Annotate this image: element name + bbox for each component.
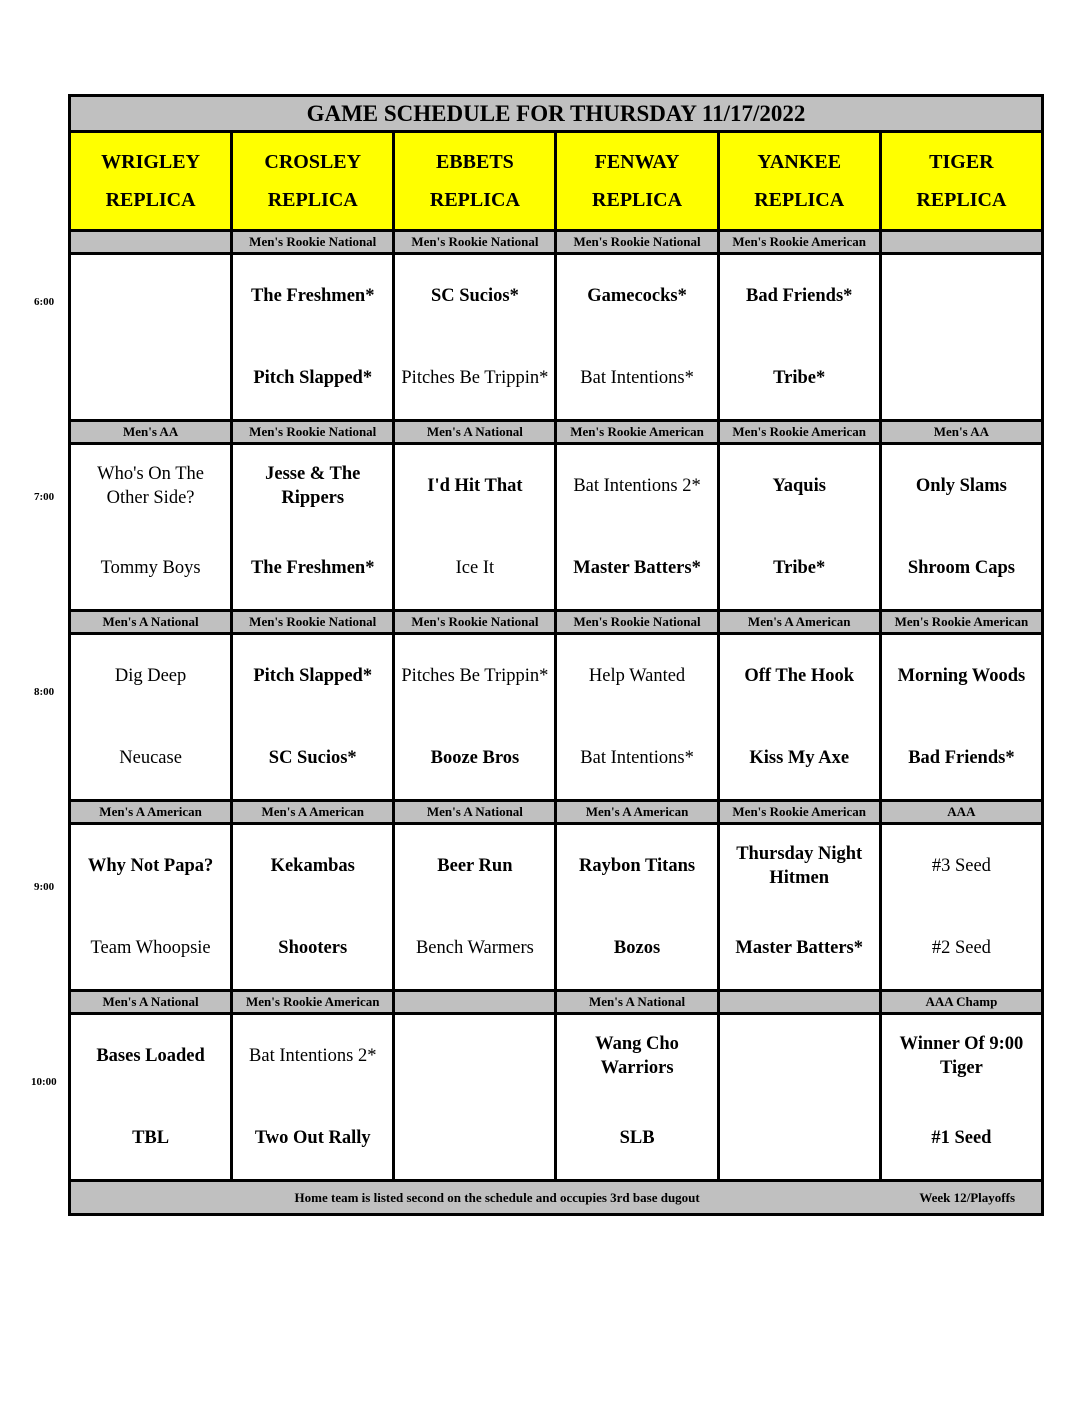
division-label: Men's Rookie National bbox=[232, 421, 394, 444]
schedule-table bbox=[68, 94, 1044, 1216]
away-team: Pitches Be Trippin* bbox=[401, 666, 549, 686]
away-team: Who's On The Other Side? bbox=[97, 464, 204, 508]
division-label: Men's Rookie National bbox=[232, 231, 394, 254]
home-team: Tribe* bbox=[773, 368, 826, 388]
home-team: Master Batters* bbox=[735, 938, 863, 958]
game-cell bbox=[718, 1014, 880, 1181]
division-label bbox=[394, 991, 556, 1014]
away-team: Why Not Papa? bbox=[87, 856, 214, 876]
field-subtitle: REPLICA bbox=[754, 189, 845, 211]
game-row bbox=[70, 824, 1043, 991]
away-team: Gamecocks* bbox=[587, 286, 687, 306]
field-name: FENWAY bbox=[594, 151, 680, 173]
home-team bbox=[395, 1097, 554, 1179]
schedule-title: GAME SCHEDULE FOR THURSDAY 11/17/2022 bbox=[70, 96, 1043, 132]
division-label: Men's Rookie National bbox=[232, 611, 394, 634]
division-label: Men's A National bbox=[70, 611, 232, 634]
division-label: Men's Rookie American bbox=[718, 421, 880, 444]
time-label: 7:00 bbox=[34, 491, 55, 503]
home-team: Bat Intentions* bbox=[580, 748, 694, 768]
away-team bbox=[882, 255, 1041, 337]
game-cell bbox=[718, 634, 880, 801]
field-subtitle: REPLICA bbox=[429, 189, 520, 211]
game-cell bbox=[880, 824, 1042, 991]
home-team: Ice It bbox=[455, 558, 495, 578]
home-team: Shooters bbox=[278, 938, 348, 958]
away-team: Off The Hook bbox=[744, 666, 855, 686]
division-row bbox=[70, 231, 1043, 254]
away-team: Morning Woods bbox=[897, 666, 1026, 686]
division-label: Men's A American bbox=[718, 611, 880, 634]
home-team: Tribe* bbox=[773, 558, 826, 578]
field-name: WRIGLEY bbox=[101, 151, 201, 173]
game-cell bbox=[394, 1014, 556, 1181]
home-team bbox=[720, 1097, 879, 1179]
division-label: Men's AA bbox=[70, 421, 232, 444]
game-cell bbox=[718, 444, 880, 611]
away-team: Winner Of 9:00 Tiger bbox=[899, 1034, 1024, 1078]
title-row bbox=[70, 96, 1043, 132]
game-row bbox=[70, 634, 1043, 801]
game-cell bbox=[70, 1014, 232, 1181]
game-cell bbox=[232, 254, 394, 421]
game-cell bbox=[394, 444, 556, 611]
division-label: Men's A American bbox=[70, 801, 232, 824]
game-cell bbox=[70, 824, 232, 991]
home-team: #2 Seed bbox=[931, 938, 991, 958]
division-label bbox=[718, 991, 880, 1014]
away-team: Only Slams bbox=[915, 476, 1007, 496]
field-subtitle: REPLICA bbox=[267, 189, 358, 211]
game-cell bbox=[70, 444, 232, 611]
field-header-yankee bbox=[718, 132, 880, 231]
home-team: Bad Friends* bbox=[908, 748, 1015, 768]
home-team: Booze Bros bbox=[430, 748, 520, 768]
division-label: Men's AA bbox=[880, 421, 1042, 444]
game-cell bbox=[394, 254, 556, 421]
division-label bbox=[880, 231, 1042, 254]
away-team: The Freshmen* bbox=[250, 286, 375, 306]
division-label: Men's Rookie American bbox=[880, 611, 1042, 634]
game-row bbox=[70, 1014, 1043, 1181]
game-cell bbox=[232, 444, 394, 611]
away-team: Beer Run bbox=[437, 856, 513, 876]
footer-row bbox=[70, 1181, 1043, 1215]
home-team: Bench Warmers bbox=[415, 938, 534, 958]
game-cell bbox=[556, 634, 718, 801]
field-header-fenway bbox=[556, 132, 718, 231]
field-name: TIGER bbox=[929, 151, 994, 173]
home-team: Bozos bbox=[613, 938, 661, 958]
division-label: Men's Rookie National bbox=[394, 611, 556, 634]
time-label: 6:00 bbox=[34, 296, 55, 308]
away-team: Pitch Slapped* bbox=[253, 666, 373, 686]
away-team: #3 Seed bbox=[931, 856, 991, 876]
away-team bbox=[395, 1015, 554, 1097]
field-subtitle: REPLICA bbox=[592, 189, 683, 211]
field-header-wrigley bbox=[70, 132, 232, 231]
away-team: Bat Intentions 2* bbox=[573, 476, 701, 496]
game-cell bbox=[556, 254, 718, 421]
division-label bbox=[70, 231, 232, 254]
division-label: Men's A National bbox=[70, 991, 232, 1014]
game-cell bbox=[880, 254, 1042, 421]
away-team: Bad Friends* bbox=[746, 286, 853, 306]
away-team bbox=[71, 255, 230, 337]
away-team: Kekambas bbox=[270, 856, 355, 876]
field-header-ebbets bbox=[394, 132, 556, 231]
division-row bbox=[70, 801, 1043, 824]
home-team: Two Out Rally bbox=[254, 1128, 371, 1148]
home-team: #1 Seed bbox=[931, 1128, 992, 1148]
away-team: Jesse & The Rippers bbox=[265, 464, 361, 508]
footer bbox=[70, 1181, 1043, 1215]
home-team: Tommy Boys bbox=[100, 558, 201, 578]
home-team: The Freshmen* bbox=[250, 558, 375, 578]
division-label: Men's Rookie American bbox=[232, 991, 394, 1014]
away-team: Bases Loaded bbox=[96, 1046, 205, 1066]
division-label: Men's Rookie National bbox=[556, 611, 718, 634]
division-label: Men's A National bbox=[556, 991, 718, 1014]
game-row bbox=[70, 444, 1043, 611]
field-name: EBBETS bbox=[435, 151, 514, 173]
game-cell bbox=[880, 634, 1042, 801]
away-team: SC Sucios* bbox=[430, 286, 519, 306]
home-team: Pitches Be Trippin* bbox=[401, 368, 549, 388]
home-team: Neucase bbox=[119, 748, 182, 768]
home-team: Shroom Caps bbox=[907, 558, 1015, 578]
game-cell bbox=[556, 444, 718, 611]
division-label: AAA Champ bbox=[880, 991, 1042, 1014]
footer-note: Home team is listed second on the schedule and occupies 3rd base dugout bbox=[294, 1189, 700, 1205]
away-team: Wang Cho Warriors bbox=[595, 1034, 679, 1078]
game-cell bbox=[880, 1014, 1042, 1181]
game-cell bbox=[556, 1014, 718, 1181]
division-row bbox=[70, 611, 1043, 634]
game-cell bbox=[394, 634, 556, 801]
game-cell bbox=[394, 824, 556, 991]
division-row bbox=[70, 991, 1043, 1014]
field-name: YANKEE bbox=[757, 151, 842, 173]
away-team: Dig Deep bbox=[114, 666, 187, 686]
game-cell bbox=[70, 254, 232, 421]
away-team: I'd Hit That bbox=[427, 476, 523, 496]
division-row bbox=[70, 421, 1043, 444]
division-label: Men's A American bbox=[232, 801, 394, 824]
game-cell bbox=[556, 824, 718, 991]
away-team: Help Wanted bbox=[588, 666, 686, 686]
field-subtitle: REPLICA bbox=[916, 189, 1007, 211]
division-label: Men's Rookie American bbox=[556, 421, 718, 444]
home-team bbox=[71, 337, 230, 419]
field-header-row bbox=[70, 132, 1043, 231]
field-name: CROSLEY bbox=[264, 151, 362, 173]
home-team: Pitch Slapped* bbox=[253, 368, 373, 388]
away-team: Yaquis bbox=[772, 476, 826, 496]
division-label: Men's Rookie National bbox=[394, 231, 556, 254]
game-cell bbox=[232, 1014, 394, 1181]
game-cell bbox=[880, 444, 1042, 611]
time-label: 10:00 bbox=[31, 1076, 57, 1088]
division-label: Men's A American bbox=[556, 801, 718, 824]
game-cell bbox=[232, 634, 394, 801]
game-cell bbox=[70, 634, 232, 801]
division-label: Men's A National bbox=[394, 421, 556, 444]
game-row bbox=[70, 254, 1043, 421]
game-cell bbox=[718, 254, 880, 421]
division-label: Men's Rookie National bbox=[556, 231, 718, 254]
home-team: Team Whoopsie bbox=[90, 938, 211, 958]
week-label: Week 12/Playoffs bbox=[919, 1189, 1015, 1205]
away-team: Thursday Night Hitmen bbox=[736, 844, 863, 888]
away-team: Raybon Titans bbox=[579, 856, 696, 876]
home-team: Kiss My Axe bbox=[749, 748, 850, 768]
time-label: 8:00 bbox=[34, 686, 55, 698]
game-cell bbox=[232, 824, 394, 991]
home-team: SC Sucios* bbox=[268, 748, 357, 768]
division-label: Men's Rookie American bbox=[718, 801, 880, 824]
division-label: AAA bbox=[880, 801, 1042, 824]
field-header-crosley bbox=[232, 132, 394, 231]
home-team: Master Batters* bbox=[573, 558, 701, 578]
home-team: TBL bbox=[132, 1128, 170, 1148]
division-label: Men's Rookie American bbox=[718, 231, 880, 254]
field-header-tiger bbox=[880, 132, 1042, 231]
away-team: Bat Intentions 2* bbox=[249, 1046, 377, 1066]
away-team bbox=[720, 1015, 879, 1097]
field-subtitle: REPLICA bbox=[105, 189, 196, 211]
home-team: Bat Intentions* bbox=[580, 368, 694, 388]
division-label: Men's A National bbox=[394, 801, 556, 824]
time-label: 9:00 bbox=[34, 881, 55, 893]
home-team bbox=[882, 337, 1041, 419]
game-cell bbox=[718, 824, 880, 991]
home-team: SLB bbox=[619, 1128, 655, 1148]
